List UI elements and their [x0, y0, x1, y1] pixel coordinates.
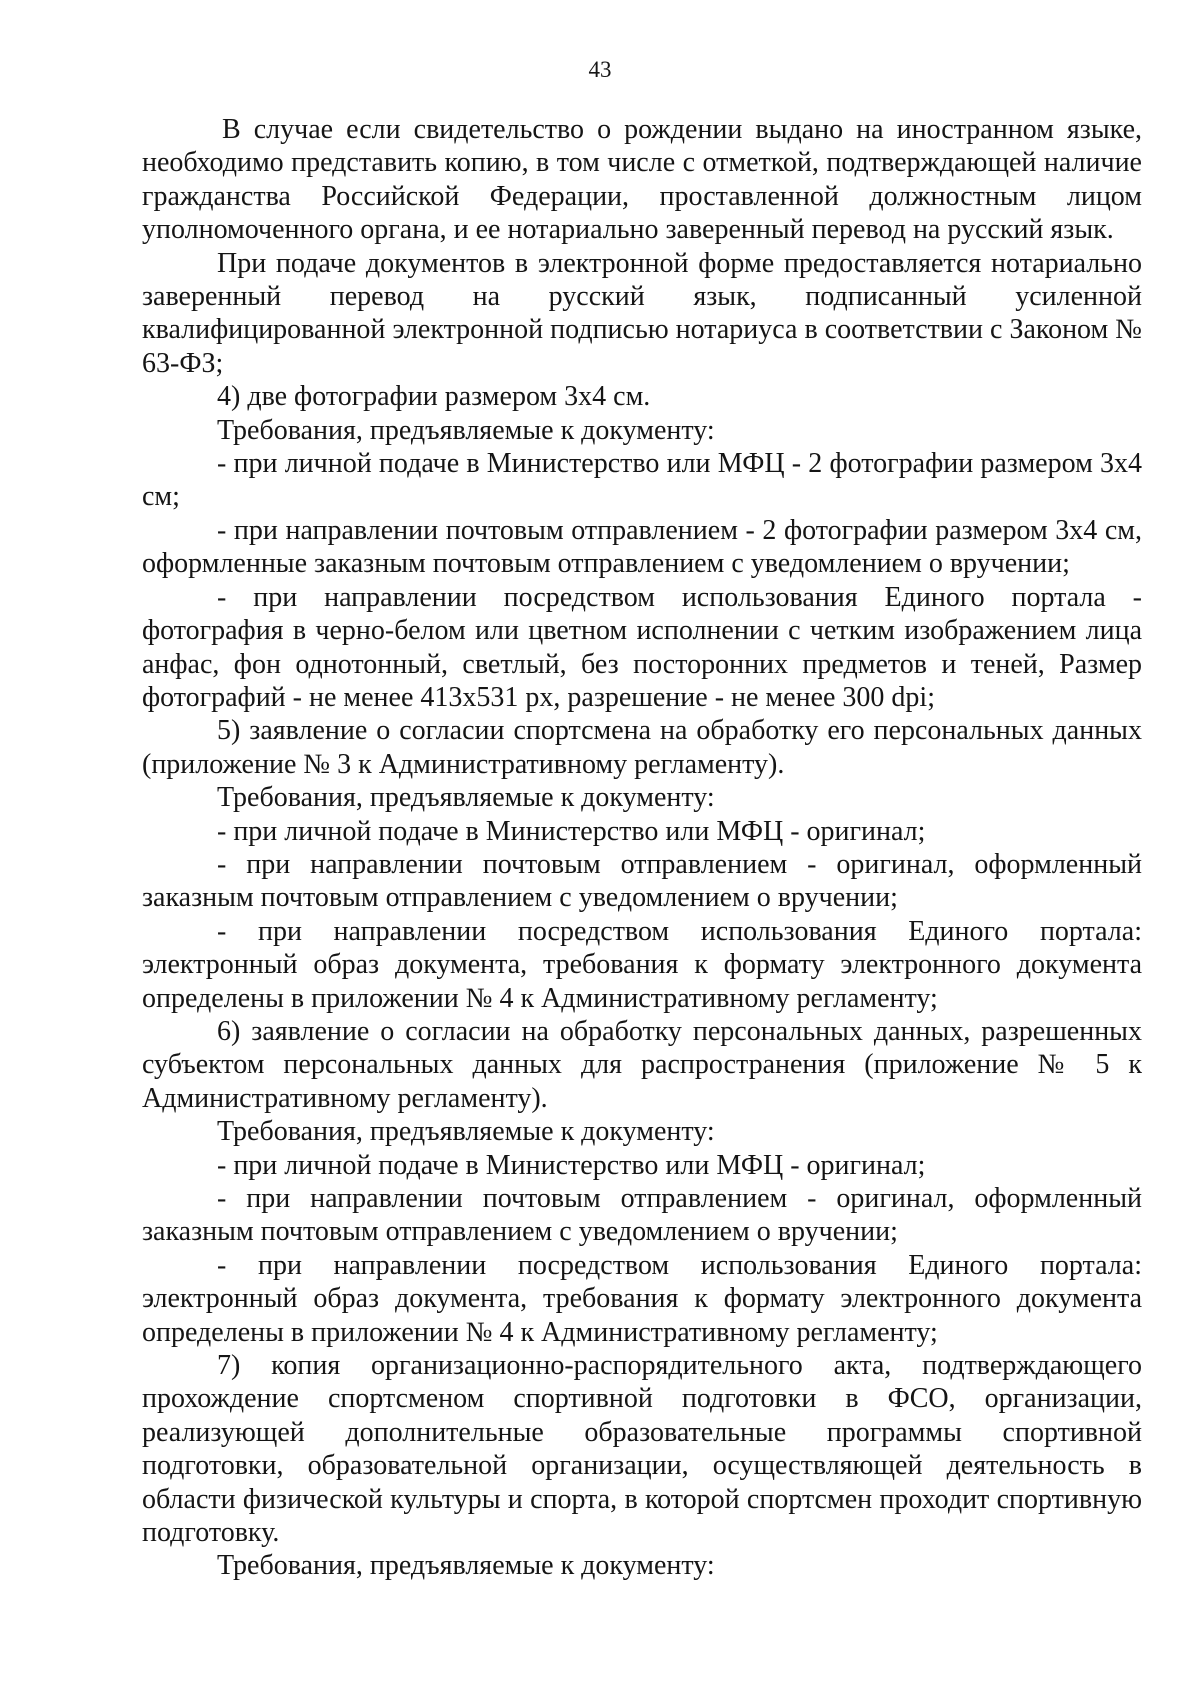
paragraph-photos-postal: - при направлении почтовым отправлением - 2 фотографии размером 3х4 см, оформленные заказным почтовым отправлением с уведомлением о вручении; [142, 514, 1142, 580]
paragraph-electronic-translation: При подаче документов в электронной форме предоставляется нотариально заверенный перевод на русский язык, подписанный усиленной квалифицированной электронной подписью нотариуса в соответствии с Законом № 63-ФЗ; [142, 247, 1142, 379]
paragraph-distribution-personal-submission: - при личной подаче в Министерство или МФЦ - оригинал; [217, 1149, 926, 1181]
paragraph-consent-portal: - при направлении посредством использования Единого портала: электронный образ документа, требования к формату электронного документа определены в приложении № 4 к Административному регламенту; [142, 915, 1142, 1014]
paragraph-distribution-portal: - при направлении посредством использования Единого портала: электронный образ документа, требования к формату электронного документа определены в приложении № 4 к Административному регламенту; [142, 1249, 1142, 1348]
paragraph-distribution-postal: - при направлении почтовым отправлением - оригинал, оформленный заказным почтовым отправлением с уведомлением о вручении; [142, 1183, 1142, 1248]
paragraph-item-5-athlete-consent: 5) заявление о согласии спортсмена на обработку его персональных данных (приложение № 3 к Административному регламенту). [142, 715, 1142, 780]
paragraph-requirements-heading: Требования, предъявляемые к документу: [217, 782, 715, 814]
paragraph-item-4-photos: 4) две фотографии размером 3х4 см. [217, 381, 651, 413]
paragraph-item-7-organizational-act: 7) копия организационно-распорядительного акта, подтверждающего прохождение спортсменом спортивной подготовки в ФСО, организации, реализующей дополнительные образовательные программы спортивной подготовки, образовательной организации, осуществляющей деятельность в области физической культуры и спорта, в которой спортсмен проходит спортивную подготовку. [142, 1350, 1142, 1549]
page-number: 43 [588, 57, 612, 82]
paragraph-consent-personal-submission: - при личной подаче в Министерство или МФЦ - оригинал; [217, 815, 926, 847]
paragraph-photos-personal-submission: - при личной подаче в Министерство или МФЦ - 2 фотографии размером 3х4 см; [142, 448, 1142, 513]
paragraph-item-6-distribution-consent: 6) заявление о согласии на обработку персональных данных, разрешенных субъектом персональных данных для распространения (приложение № 5 к Административному регламенту). [142, 1015, 1142, 1114]
paragraph-photos-portal: - при направлении посредством использования Единого портала - фотография в черно-белом или цветном исполнении с четким изображением лица анфас, фон однотонный, светлый, без посторонних предметов и теней, Размер фотографий - не менее 413x531 px, разрешение - не менее 300 dpi; [142, 581, 1142, 713]
paragraph-requirements-heading: Требования, предъявляемые к документу: [217, 1116, 715, 1148]
paragraph-consent-postal: - при направлении почтовым отправлением - оригинал, оформленный заказным почтовым отправлением с уведомлением о вручении; [142, 848, 1142, 914]
paragraph-requirements-heading: Требования, предъявляемые к документу: [217, 414, 715, 446]
paragraph-foreign-birth-certificate: В случае если свидетельство о рождении выдано на иностранном языке, необходимо представить копию, в том числе с отметкой, подтверждающей наличие гражданства Российской Федерации, проставленной должностным лицом уполномоченного органа, и ее нотариально заверенный перевод на русский язык. [142, 114, 1142, 246]
paragraph-requirements-heading: Требования, предъявляемые к документу: [217, 1550, 715, 1582]
document-body [142, 113, 1142, 1583]
